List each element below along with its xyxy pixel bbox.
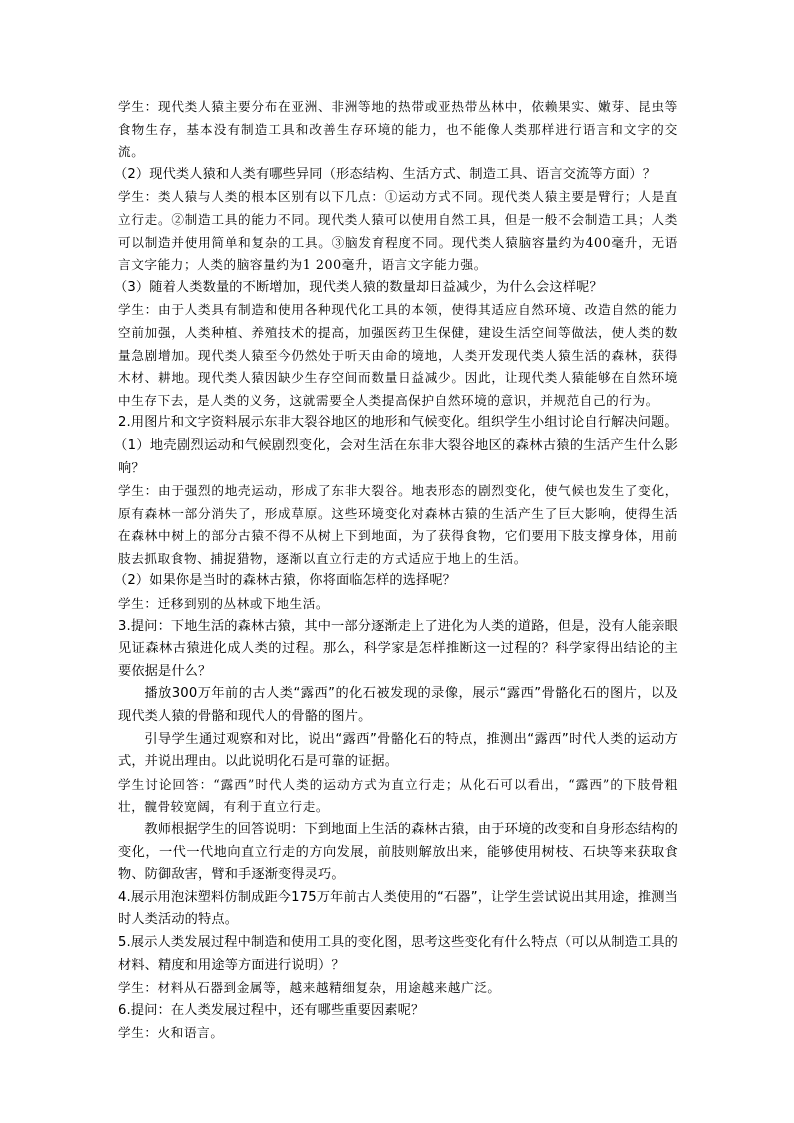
question-paragraph: （1）地壳剧烈运动和气候剧烈变化，会对生活在东非大裂谷地区的森林古猿的生活产生什么影响？ xyxy=(114,437,678,476)
step-paragraph: 5.展示人类发展过程中制造和使用工具的变化图，思考这些变化有什么特点（可以从制造工具的材料、精度和用途等方面进行说明）？ xyxy=(118,934,678,973)
document-body xyxy=(114,96,678,1045)
step-paragraph: 6.提问：在人类发展过程中，还有哪些重要因素呢？ xyxy=(118,1002,425,1018)
question-paragraph: （2）如果你是当时的森林古猿，你将面临怎样的选择呢？ xyxy=(114,573,457,589)
step-paragraph: 4.展示用泡沫塑料仿制成距今175万年前古人类使用的“石器”，让学生尝试说出其用途，推测当时人类活动的特点。 xyxy=(118,889,678,928)
answer-paragraph: 学生讨论回答：“露西”时代人类的运动方式为直立行走；从化石可以看出，“露西”的下肢骨粗壮，髋骨较宽阔，有利于直立行走。 xyxy=(118,776,678,815)
body-paragraph: 播放300万年前的古人类“露西”的化石被发现的录像，展示“露西”骨骼化石的图片，以及现代类人猿的骨骼和现代人的骨骼的图片。 xyxy=(118,686,678,725)
question-paragraph: （2）现代类人猿和人类有哪些异同（形态结构、生活方式、制造工具、语言交流等方面）？ xyxy=(114,166,657,182)
step-paragraph: 2.用图片和文字资料展示东非大裂谷地区的地形和气候变化。组织学生小组讨论自行解决问题。 xyxy=(118,415,678,431)
answer-paragraph: 学生：火和语言。 xyxy=(118,1025,224,1041)
answer-paragraph: 学生：现代类人猿主要分布在亚洲、非洲等地的热带或亚热带丛林中，依赖果实、嫩芽、昆虫等食物生存，基本没有制造工具和改善生存环境的能力，也不能像人类那样进行语言和文字的交流。 xyxy=(118,99,678,160)
step-paragraph: 3.提问：下地生活的森林古猿，其中一部分逐渐走上了进化为人类的道路，但是，没有人能亲眼见证森林古猿进化成人类的过程。那么，科学家是怎样推断这一过程的？科学家得出结论的主要依据是什么？ xyxy=(118,618,678,679)
answer-paragraph: 学生：由于人类具有制造和使用各种现代化工具的本领，使得其适应自然环境、改造自然的能力空前加强，人类种植、养殖技术的提高，加强医药卫生保健，建设生活空间等做法，使人类的数量急剧增加。现代类人猿至今仍然处于听天由命的境地，人类开发现代类人猿生活的森林，获得木材、耕地。现代类人猿因缺少生存空间而数量日益减少。因此，让现代类人猿能够在自然环境中生存下去，是人类的义务，这就需要全人类提高保护自然环境的意识，并规范自己的行为。 xyxy=(118,302,678,408)
body-paragraph: 引导学生通过观察和对比，说出“露西”骨骼化石的特点，推测出“露西”时代人类的运动方式，并说出理由。以此说明化石是可靠的证据。 xyxy=(118,731,678,770)
body-paragraph: 教师根据学生的回答说明：下到地面上生活的森林古猿，由于环境的改变和自身形态结构的变化，一代一代地向直立行走的方向发展，前肢则解放出来，能够使用树枝、石块等来获取食物、防御敌害，臂和手逐渐变得灵巧。 xyxy=(118,822,678,883)
answer-paragraph: 学生：类人猿与人类的根本区别有以下几点：①运动方式不同。现代类人猿主要是臂行；人是直立行走。②制造工具的能力不同。现代类人猿可以使用自然工具，但是一般不会制造工具；人类可以制造并使用简单和复杂的工具。③脑发育程度不同。现代类人猿脑容量约为400毫升，无语言文字能力；人类的脑容量约为1 200毫升，语言文字能力强。 xyxy=(118,189,678,273)
question-paragraph: （3）随着人类数量的不断增加，现代类人猿的数量却日益减少，为什么会这样呢？ xyxy=(114,279,603,295)
answer-paragraph: 学生：迁移到别的丛林或下地生活。 xyxy=(118,596,330,612)
answer-paragraph: 学生：材料从石器到金属等，越来越精细复杂，用途越来越广泛。 xyxy=(118,980,501,996)
answer-paragraph: 学生：由于强烈的地壳运动，形成了东非大裂谷。地表形态的剧烈变化，使气候也发生了变化，原有森林一部分消失了，形成草原。这些环境变化对森林古猿的生活产生了巨大影响，使得生活在森林中树上的部分古猿不得不从树上下到地面，为了获得食物，它们要用下肢支撑身体，用前肢去抓取食物、捕捉猎物，逐渐以直立行走的方式适应于地上的生活。 xyxy=(118,483,678,566)
